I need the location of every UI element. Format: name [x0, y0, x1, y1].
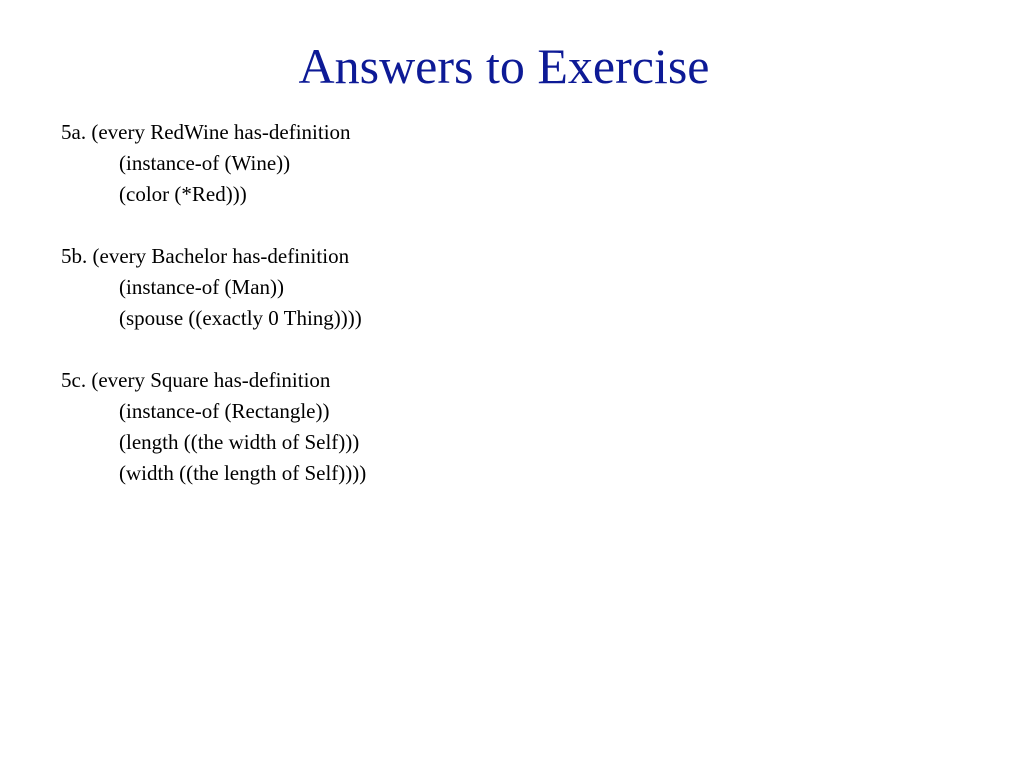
answer-5c-head: 5c. (every Square has-definition	[61, 368, 331, 392]
answer-5a	[61, 117, 961, 210]
answers-body	[61, 117, 961, 520]
answer-5b-line-1: (instance-of (Man))	[119, 275, 285, 299]
answer-5c-line-1: (instance-of (Rectangle))	[119, 399, 330, 423]
answer-5c-line-2: (length ((the width of Self)))	[119, 430, 360, 454]
answer-5b-head: 5b. (every Bachelor has-definition	[61, 244, 350, 268]
answer-5b	[61, 241, 961, 334]
answer-5a-head: 5a. (every RedWine has-definition	[61, 120, 351, 144]
answer-5a-line-1: (instance-of (Wine))	[119, 151, 291, 175]
answer-5c	[61, 365, 961, 489]
answer-5b-line-2: (spouse ((exactly 0 Thing))))	[119, 306, 362, 330]
answer-5c-line-3: (width ((the length of Self))))	[119, 461, 367, 485]
slide-title: Answers to Exercise	[298, 38, 710, 94]
answer-5a-line-2: (color (*Red)))	[119, 182, 247, 206]
